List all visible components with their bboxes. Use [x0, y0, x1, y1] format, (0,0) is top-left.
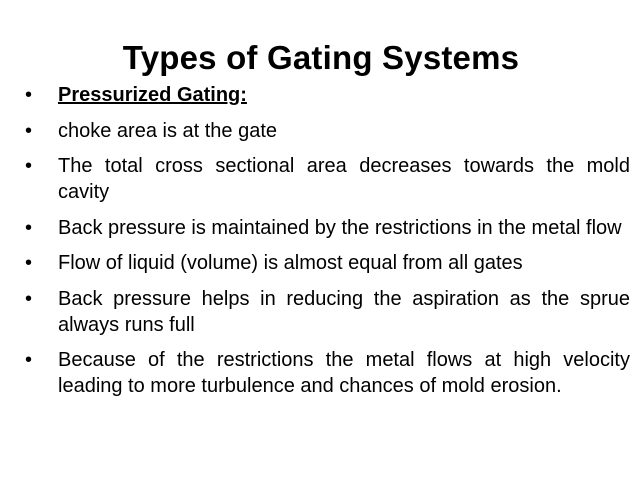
bullet-text: choke area is at the gate — [58, 119, 278, 142]
bullet-icon: • — [25, 349, 33, 371]
bullet-text: Back pressure is maintained by the restrictions in the metal flow — [58, 216, 622, 239]
bullet-icon: • — [25, 252, 33, 274]
bullet-icon: • — [25, 155, 33, 177]
bullet-text: Because of the restrictions the metal flows at high velocity leading to more turbulence and chances of mold erosion. — [58, 349, 630, 397]
bullet-item — [22, 286, 630, 338]
bullet-icon: • — [25, 84, 33, 106]
bullet-list — [22, 82, 630, 409]
bullet-text: Back pressure helps in reducing the aspiration as the sprue always runs full — [58, 287, 630, 336]
bullet-item — [22, 347, 630, 399]
bullet-icon: • — [25, 287, 33, 310]
bullet-text: The total cross sectional area decreases towards the mold cavity — [58, 155, 630, 203]
bullet-item — [22, 215, 630, 241]
bullet-item-heading — [22, 82, 630, 108]
bullet-text: Flow of liquid (volume) is almost equal from all gates — [58, 252, 523, 274]
bullet-item — [22, 118, 630, 144]
bullet-icon: • — [25, 216, 33, 239]
slide-title: Types of Gating Systems — [122, 39, 520, 76]
bullet-icon: • — [25, 119, 33, 142]
bullet-item — [22, 153, 630, 205]
bullet-item — [22, 250, 630, 276]
bullet-text: Pressurized Gating: — [58, 84, 247, 106]
